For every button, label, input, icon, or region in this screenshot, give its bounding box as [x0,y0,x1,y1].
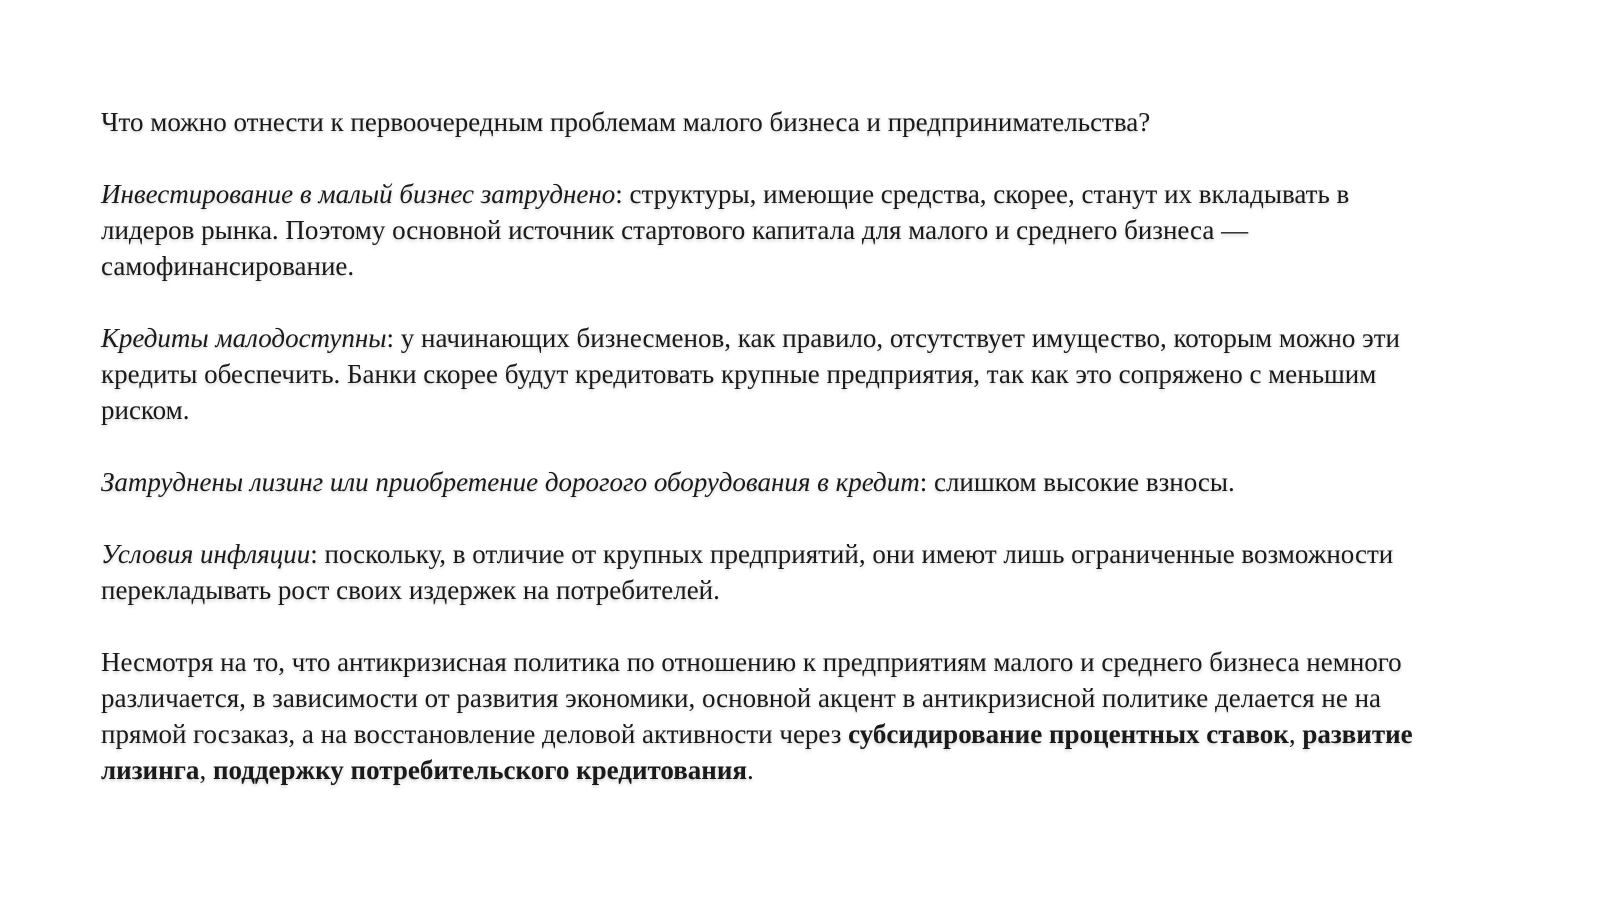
problem-description: : поскольку, в отличие от крупных предприятий, они имеют лишь ограниченные возможности перекладывать рост своих издержек на потребителей. [101,539,1394,605]
separator: , [199,755,213,785]
problem-description: : у начинающих бизнесменов, как правило, отсутствует имущество, которым можно эти кредиты обеспечить. Банки скорее будут кредитовать крупные предприятия, так как это сопряжено с меньшим риском. [101,323,1400,425]
measure-subsidies: субсидирование процентных ставок [848,719,1289,749]
conclusion-paragraph [101,644,1441,788]
measure-leasing: развитие лизинга [101,719,1413,785]
problem-credit-paragraph [101,320,1441,428]
question-paragraph [101,104,1441,140]
conclusion-end: . [747,755,754,785]
problem-inflation-paragraph [101,536,1441,608]
measure-consumer-credit: поддержку потребительского кредитования [212,755,748,785]
conclusion-intro: Несмотря на то, что антикризисная политика по отношению к предприятиям малого и среднего бизнеса немного различается, в зависимости от развития экономики, основной акцент в антикризисной политике делается не на прямой госзаказ, а на восстановление деловой активности через [101,647,1402,749]
document-body [101,104,1441,788]
problem-investment-paragraph [101,176,1441,284]
separator: , [1288,719,1303,749]
problem-term: Затруднены лизинг или приобретение дорогого оборудования в кредит [101,467,920,497]
problem-description: : слишком высокие взносы. [919,467,1235,497]
question-text: Что можно отнести к первоочередным проблемам малого бизнеса и предпринимательства? [101,107,1151,137]
problem-leasing-paragraph [101,464,1441,500]
problem-term: Условия инфляции [101,539,311,569]
problem-description: : структуры, имеющие средства, скорее, станут их вкладывать в лидеров рынка. Поэтому основной источник стартового капитала для малого и среднего бизнеса — самофинансирование. [101,179,1350,281]
problem-term: Кредиты малодоступны [101,323,387,353]
problem-term: Инвестирование в малый бизнес затруднено [101,179,616,209]
